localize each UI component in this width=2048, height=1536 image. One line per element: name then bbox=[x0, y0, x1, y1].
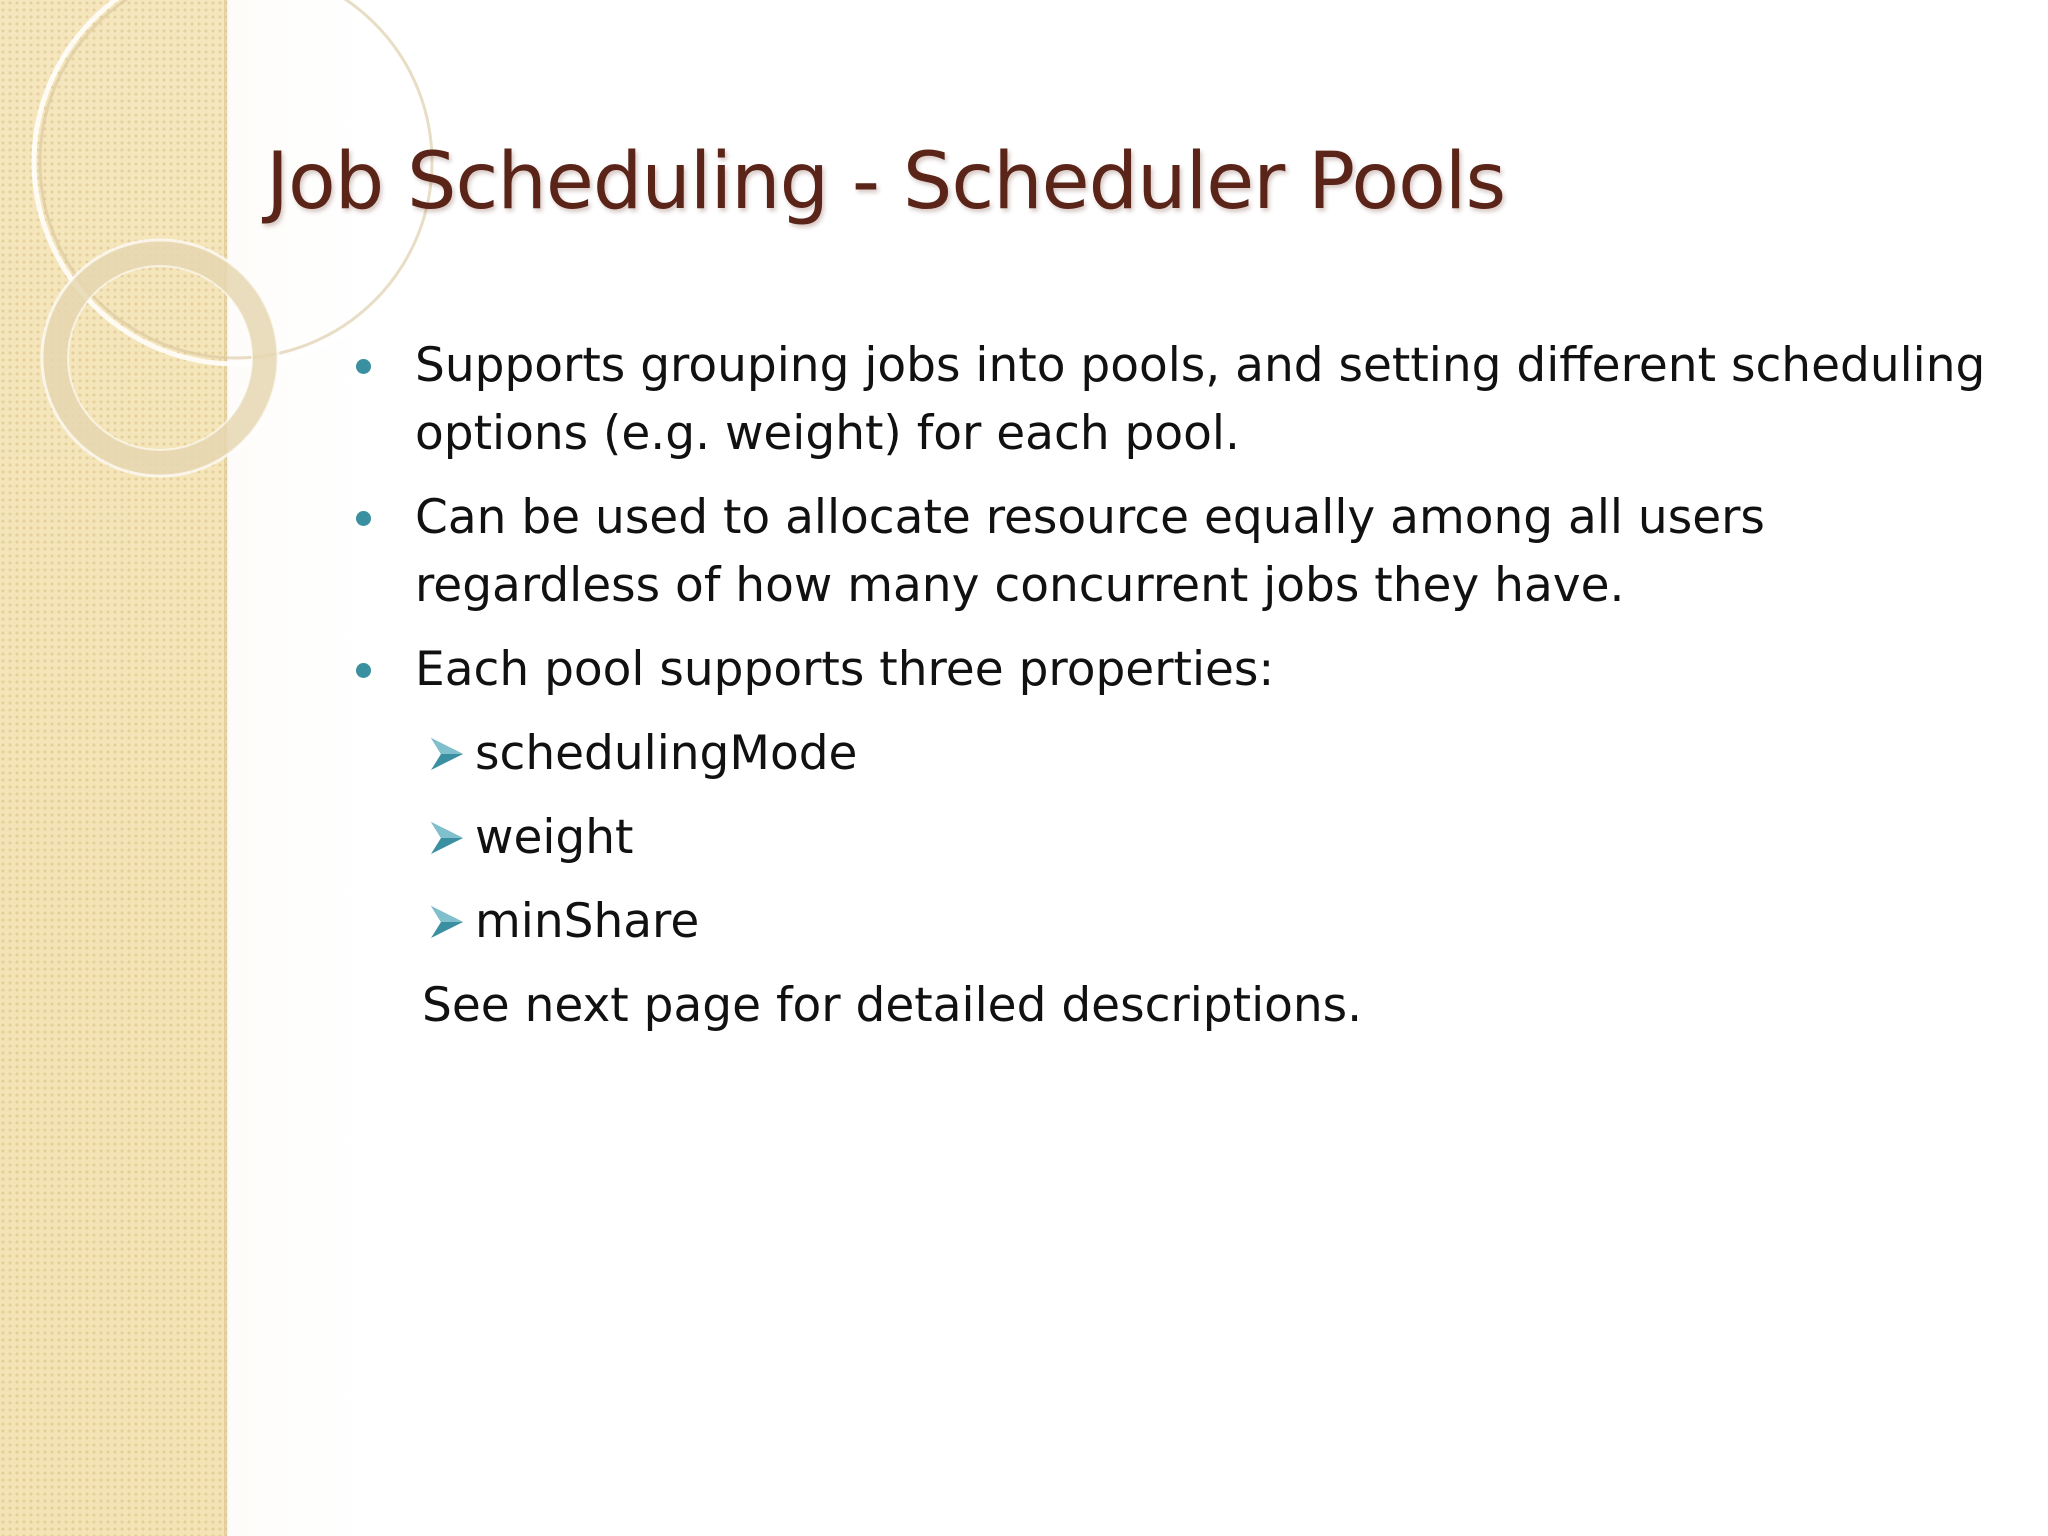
round-bullet-icon bbox=[356, 663, 371, 678]
sub-bullet-text: weight bbox=[475, 810, 634, 865]
sub-bullet-text: schedulingMode bbox=[475, 726, 858, 781]
round-bullet-icon bbox=[356, 359, 371, 374]
bullet-text: Supports grouping jobs into pools, and setting different scheduling options (e.g. weight) for each pool. bbox=[415, 338, 1986, 461]
bullet-item bbox=[350, 332, 1990, 468]
slide-body bbox=[350, 332, 1990, 1040]
slide-title: Job Scheduling - Scheduler Pools bbox=[266, 137, 1506, 227]
sub-bullet-item bbox=[350, 888, 1990, 956]
bullet-text: Each pool supports three properties: bbox=[415, 642, 1275, 697]
bullet-item bbox=[350, 484, 1990, 620]
sub-bullet-item bbox=[350, 720, 1990, 788]
slide-note: See next page for detailed descriptions. bbox=[422, 978, 1363, 1033]
bullet-item bbox=[350, 636, 1990, 704]
arrow-bullet-icon bbox=[427, 902, 467, 942]
sub-bullet-text: minShare bbox=[475, 894, 700, 949]
arrow-bullet-icon bbox=[427, 818, 467, 858]
arrow-bullet-icon bbox=[427, 734, 467, 774]
sub-bullet-item bbox=[350, 804, 1990, 872]
bullet-text: Can be used to allocate resource equally among all users regardless of how many concurrent jobs they have. bbox=[415, 490, 1765, 613]
decorative-circles bbox=[0, 0, 320, 520]
round-bullet-icon bbox=[356, 511, 371, 526]
